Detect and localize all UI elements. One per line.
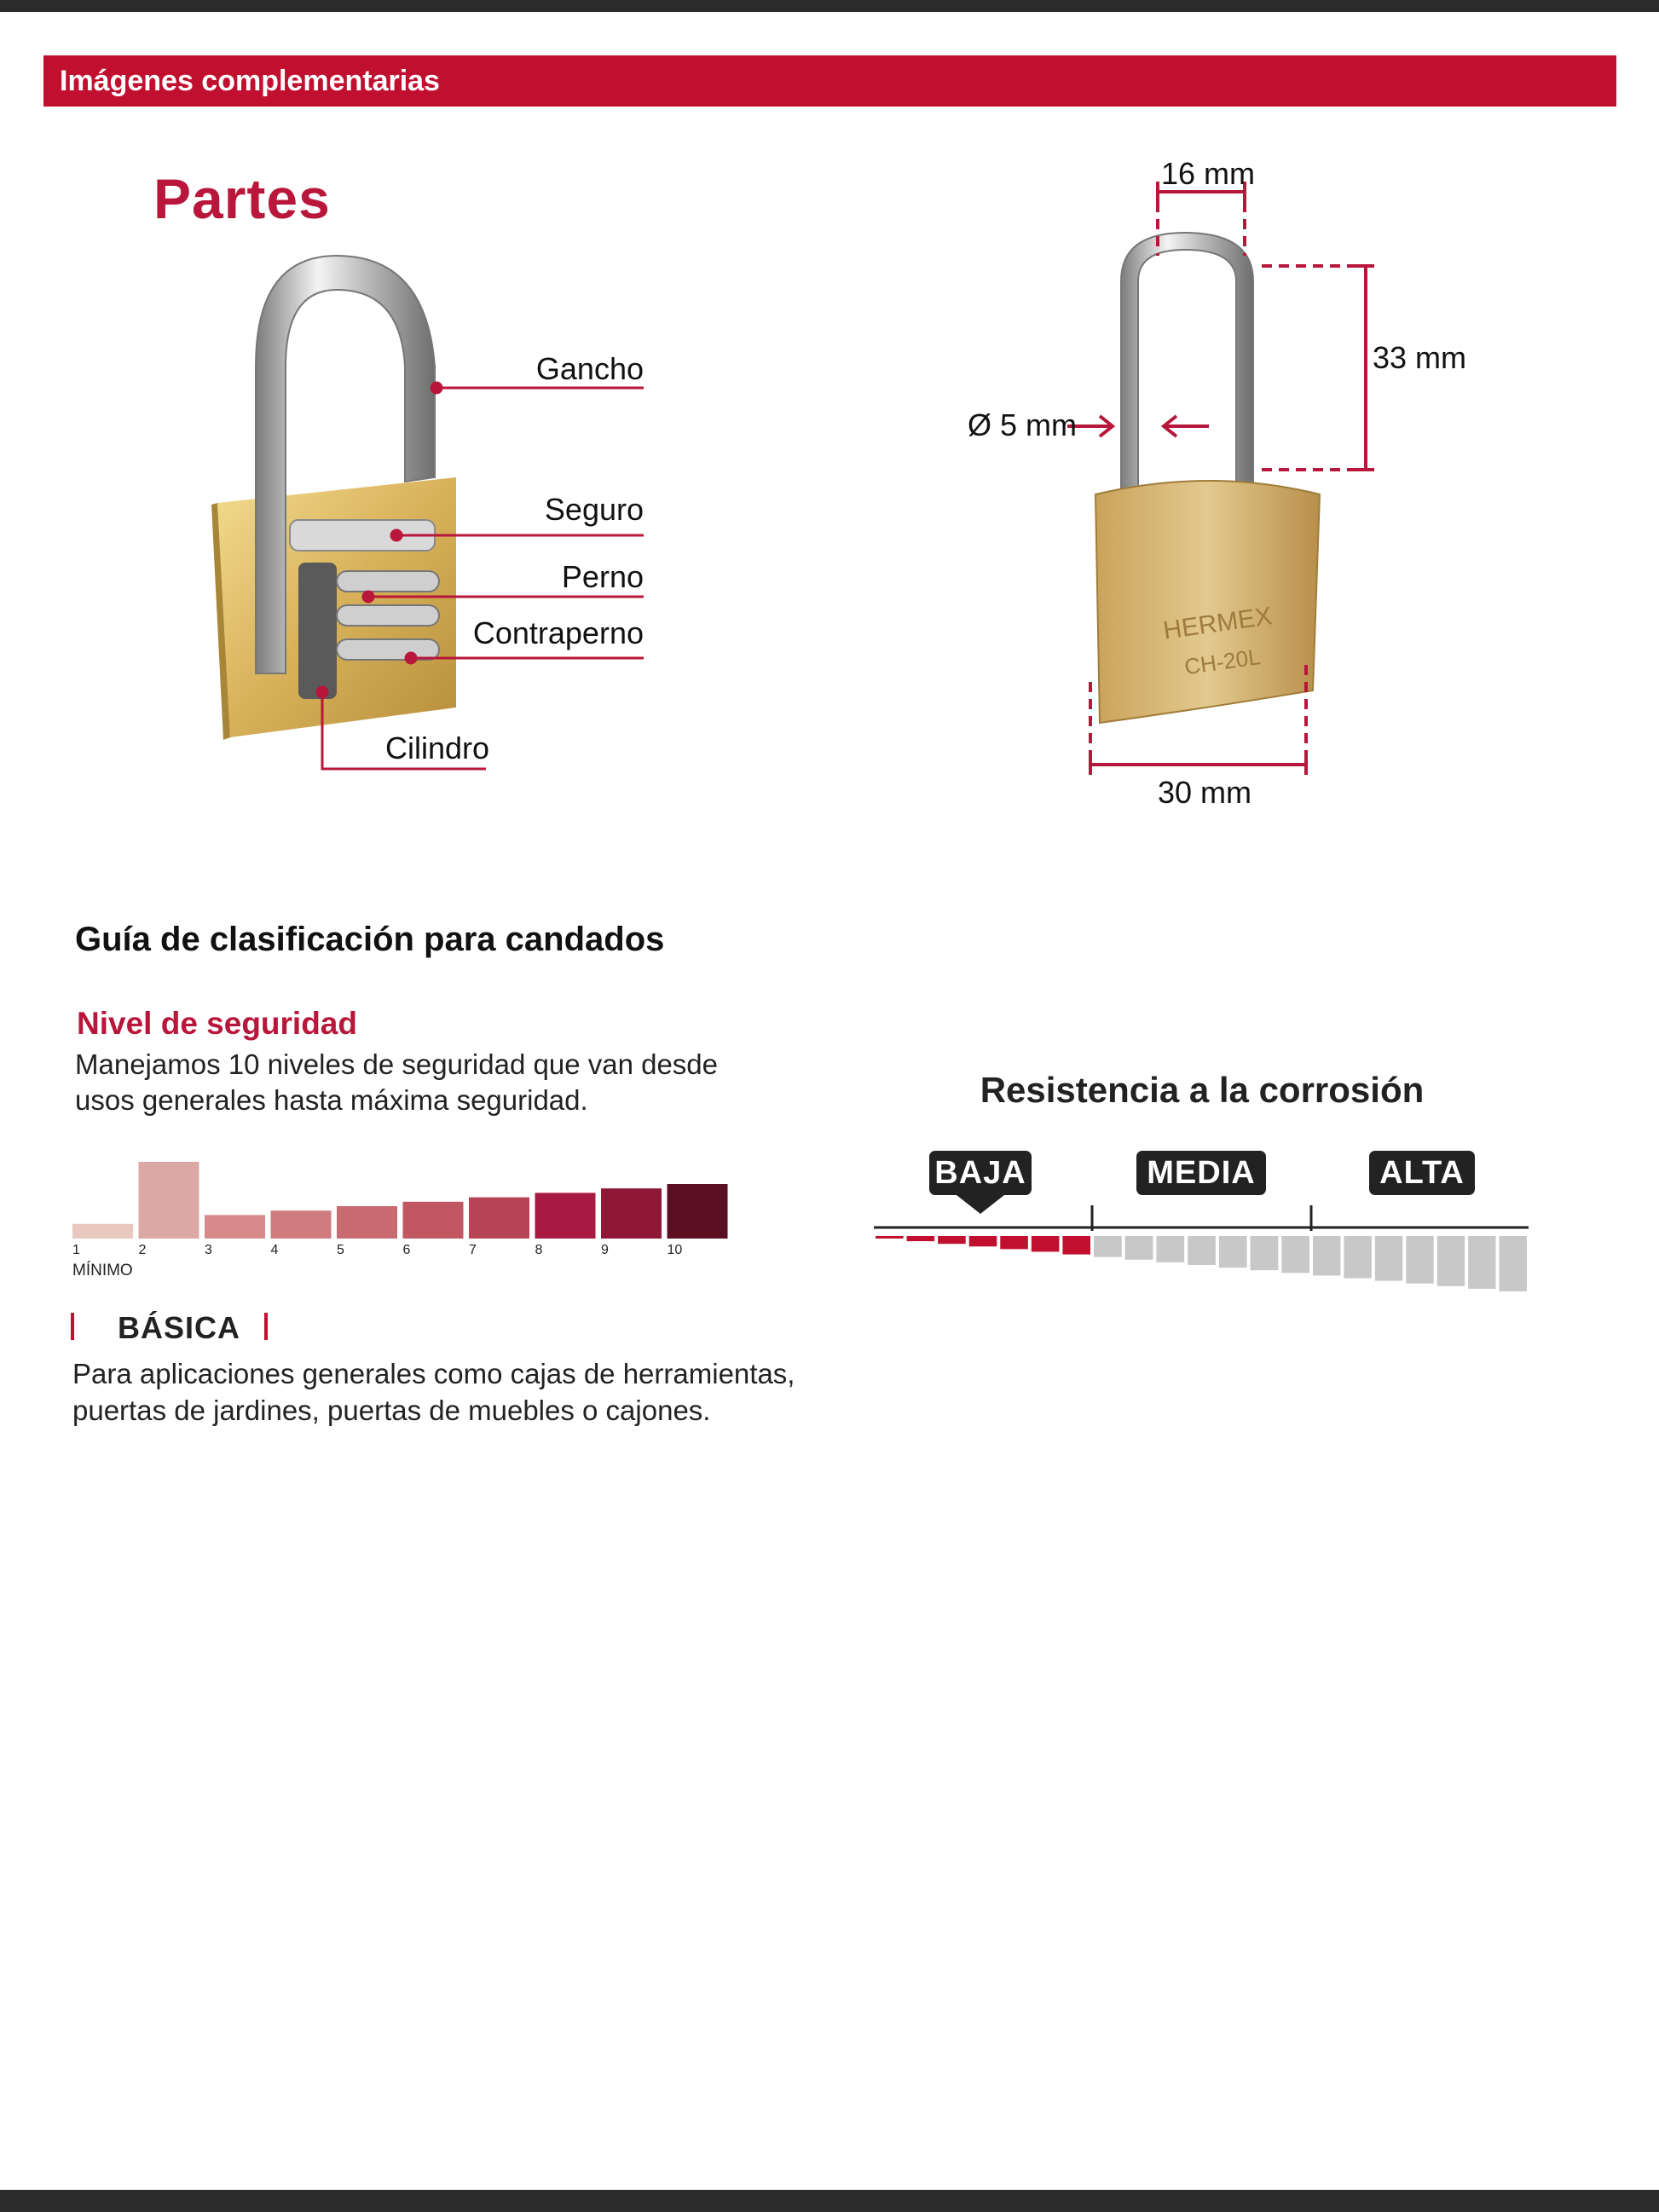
corrosion-segment — [1032, 1236, 1060, 1252]
security-level-tick-3: 3 — [205, 1243, 212, 1257]
corrosion-segment — [1375, 1236, 1402, 1281]
label-cilindro: Cilindro — [385, 731, 490, 765]
guide-title: Guía de clasificación para candados — [75, 921, 665, 958]
corrosion-segment — [1000, 1236, 1028, 1249]
corrosion-segment — [1437, 1236, 1465, 1286]
corrosion-segment — [1313, 1236, 1340, 1275]
security-level-tick-10: 10 — [667, 1243, 683, 1257]
dim-shackle-width: 16 mm — [1161, 156, 1256, 191]
corrosion-segment — [1406, 1236, 1433, 1284]
corrosion-segment — [907, 1236, 935, 1241]
corrosion-level-alta: ALTA — [1369, 1151, 1475, 1195]
corrosion-segment — [1251, 1236, 1279, 1270]
parts-title: Partes — [153, 167, 331, 230]
dim-body-width: 30 mm — [1158, 775, 1252, 810]
security-description: Manejamos 10 niveles de seguridad que van desde usos generales hasta máxima seguridad. — [75, 1048, 719, 1116]
corrosion-title: Resistencia a la corrosión — [980, 1070, 1425, 1110]
security-subtitle: Nivel de seguridad — [77, 1006, 357, 1041]
selected-indicator — [957, 1195, 1004, 1214]
label-gancho: Gancho — [535, 351, 644, 386]
level-description: Para aplicaciones generales como cajas de herramientas, puertas de jardines, puertas de muebles o cajones. — [72, 1358, 795, 1426]
corrosion-segment — [1094, 1236, 1122, 1257]
corrosion-segment — [938, 1236, 966, 1244]
corrosion-segment — [1344, 1236, 1371, 1279]
brand-engraving: HERMEX — [1161, 602, 1275, 645]
corrosion-segment — [969, 1236, 997, 1246]
label-seguro: Seguro — [544, 492, 644, 527]
security-level-tick-2: 2 — [138, 1243, 147, 1257]
security-level-tick-5: 5 — [337, 1243, 344, 1257]
label-contraperno: Contraperno — [472, 615, 644, 650]
corrosion-segment — [876, 1236, 904, 1239]
corrosion-segment — [1062, 1236, 1090, 1255]
model-engraving: CH-20L — [1182, 644, 1263, 680]
corrosion-level-media: MEDIA — [1136, 1151, 1266, 1195]
dim-shackle-diameter: Ø 5 mm — [968, 407, 1078, 442]
corrosion-segment — [1125, 1236, 1153, 1260]
minimum-label: MÍNIMO — [72, 1262, 133, 1279]
section-header: Imágenes complementarias — [43, 55, 1616, 107]
security-level-tick-7: 7 — [469, 1243, 477, 1257]
dim-shackle-height: 33 mm — [1373, 340, 1467, 375]
security-level-tick-4: 4 — [270, 1243, 279, 1257]
corrosion-segment — [1156, 1236, 1184, 1262]
corrosion-segment — [1188, 1236, 1216, 1265]
label-perno: Perno — [561, 559, 644, 594]
security-level-tick-9: 9 — [601, 1243, 609, 1257]
level-name: BÁSICA — [118, 1310, 241, 1345]
bottom-bar — [0, 2190, 1659, 2212]
corrosion-segment — [1219, 1236, 1247, 1268]
corrosion-segment — [1281, 1236, 1309, 1273]
security-level-tick-1: 1 — [72, 1243, 80, 1257]
security-level-tick-8: 8 — [535, 1243, 543, 1257]
corrosion-segment — [1500, 1236, 1527, 1291]
corrosion-level-baja: BAJA — [929, 1151, 1032, 1195]
security-level-tick-6: 6 — [402, 1243, 411, 1257]
corrosion-segment — [1468, 1236, 1495, 1289]
